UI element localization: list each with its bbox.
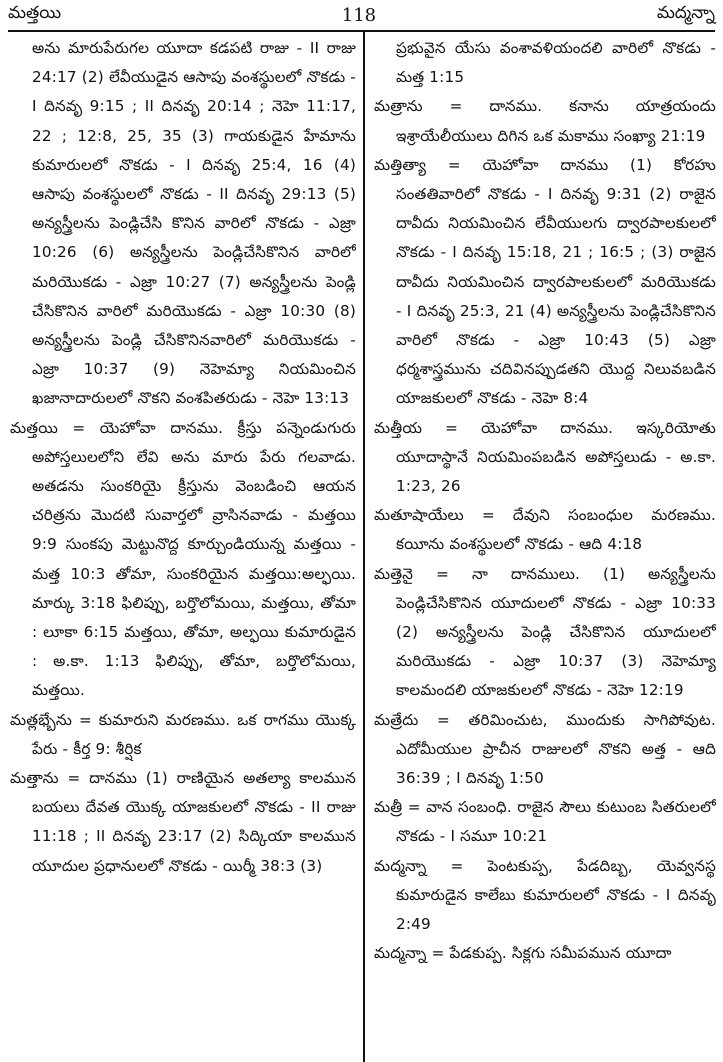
entry-headword: మత్రేదు — [374, 710, 419, 729]
dictionary-entry — [374, 34, 716, 92]
entry-headword: మత్రీ — [374, 798, 403, 817]
entry-text: = వాన సంబంధి. రాజైన సౌలు కుటుంబ సితరులలో నొకడు - I సమూ 10:21 — [396, 798, 716, 846]
running-head-left: మత్తయి — [8, 3, 62, 23]
entry-text: = కుమారుని మరణము. ఒక రాగము యొక్క పేరు - కీర్త 9: శీర్షిక — [32, 710, 356, 758]
entry-text: = యెహోవా దానము. ఇస్కరియోతు యూదాస్థానే నియమింపబడిన అపోస్తలుడు - అ.కా. 1:23, 26 — [396, 418, 716, 496]
entry-text: = దేవుని సంబంధుల మరణము. కయీను వంశస్థులలో నొకడు - ఆది 4:18 — [396, 506, 716, 554]
column-divider — [363, 30, 365, 1062]
entry-text: = తరిమించుట, ముందుకు సాగిపోవుట. ఎదోమీయుల ప్రాచీన రాజులలో నొకని అత్త - ఆది 36:39 ; I దినవృ 1:50 — [396, 710, 716, 788]
entry-headword: మద్మన్నా — [374, 856, 427, 875]
entry-text: అను మారుపేరుగల యూదా కడపటి రాజు - II రాజు 24:17 (2) లేవీయుడైన ఆసాపు వంశస్థులలో నొకడు - I దినవృ 9:15 ; II దినవృ 20:14 ; నెహె 11:17, 22 ; 12:8, 25, 35 (3) గాయకుడైన హేమాను కుమారులలో నొకడు - I దినవృ 25:4, 16 (4) ఆసాపు వంశస్థులలో నొకడు - II దినవృ 29:13 (5) అన్యస్త్రీలను పెండ్లిచేసి కొనిన వారిలో నొకడు - ఎజ్రా 10:26 (6) అన్యస్త్రీలను పెండ్లిచేసికొనిన వారిలో మరియొకడు - ఎజ్రా 10:27 (7) అన్యస్త్రీలను పెండ్లి చేసికొనిన వారిలో మరియొకడు - ఎజ్రా 10:30 (8) అన్యస్త్రీలను పెండ్లి చేసికొనినవారిలో మరియొకడు - ఎజ్రా 10:37 (9) నెహెమ్యా నియమించిన ఖజానాదారులలో నొకని వంశపితరుడు - నెహె 13:13 — [32, 39, 356, 408]
right-column — [374, 34, 716, 1058]
dictionary-entry — [374, 501, 716, 559]
dictionary-entry — [10, 34, 356, 414]
dictionary-entry — [10, 706, 356, 764]
dictionary-entry — [374, 92, 716, 150]
entry-text: ప్రభువైన యేసు వంశావళియందలి వారిలో నొకడు - మత్త 1:15 — [396, 39, 716, 87]
dictionary-entry — [374, 151, 716, 414]
dictionary-entry — [374, 706, 716, 794]
dictionary-entry — [374, 560, 716, 706]
left-column — [10, 34, 356, 1058]
dictionary-entry — [374, 414, 716, 502]
dictionary-entry — [374, 939, 716, 968]
entry-text: = దానము (1) రాణియైన అతల్యా కాలమున బయలు దేవత యొక్క యాజకులలో నొకడు - II రాజు 11:18 ; II దినవృ 23:17 (2) సిద్కియా కాలమున యూదుల ప్రధానులలో నొకడు - యిర్మీ 38:3 (3) — [32, 769, 356, 875]
dictionary-entry — [10, 414, 356, 706]
entry-headword: మత్తాను — [10, 769, 59, 788]
entry-text: = యెహోవా దానము (1) కోరహు సంతతివారిలో నొకడు - I దినవృ 9:31 (2) రాజైన దావీదు నియమించిన లేవీయులగు ద్వారపాలకులలో నొకడు - I దినవృ 15:18, 21 ; 16:5 ; (3) రాజైన దావీదు నియమించిన ద్వారపాలకులలో మరియొకడు - I దినవృ 25:3, 21 (4) అన్యస్త్రీలను పెండ్లిచేసికొనిన వారిలో నొకడు - ఎజ్రా 10:43 (5) ఎజ్రా ధర్మశాస్త్రమును చదివినప్పుడతని యొద్ద నిలువబడిన యాజకులలో నొకడు - నెహె 8:4 — [396, 155, 716, 408]
entry-headword: మత్తిత్యా — [374, 155, 427, 174]
page-number: 118 — [341, 4, 377, 26]
running-head-right: మద్మన్నా — [656, 3, 715, 23]
entry-text: = యెహోవా దానము. క్రీస్తు పన్నెండుగురు అపోస్తలులలోని లేవి అను మారు పేరు గలవాడు. అతడను సుంకరియై క్రీస్తును వెంబడించి ఆయన చరిత్రను మొదటి సువార్తలో వ్రాసినవాడు - మత్తయి 9:9 సుంకపు మెట్టునొద్ద కూర్చుండియున్న మత్తయి - మత్త 10:3 తోమా, సుంకరియైన మత్తయి:అల్ఫయి. మార్కు 3:18 ఫిలిప్పు, బర్తొలోమయి, మత్తయి, తోమా : లూకా 6:15 మత్తయి, తోమా, అల్ఫయి కుమారుడైన : అ.కా. 1:13 ఫిలిప్పు, తోమా, బర్తొలోమయి, మత్తయి. — [32, 418, 356, 700]
entry-headword: మత్తెనై — [374, 564, 414, 583]
dictionary-entry — [374, 852, 716, 940]
entry-headword: మత్తయి — [10, 418, 59, 437]
dictionary-entry — [10, 764, 356, 881]
entry-headword: మత్లభ్బేను — [10, 710, 73, 729]
entry-headword: మద్మన్నా — [374, 944, 427, 963]
entry-headword: మతూషాయేలు — [374, 506, 464, 525]
entry-text: = దానము. కనాను యాత్రయందు ఇశ్రాయేలీయులు దిగిన ఒక మకాము సంఖ్యా 21:19 — [396, 97, 716, 145]
entry-text: = పెంటకుప్ప, పేడదిబ్బ, యెవ్వనస్థ కుమారుడైన కాలేబు కుమారులలో నొకడు - I దినవృ 2:49 — [396, 856, 716, 934]
entry-headword: మత్తీయ — [374, 418, 423, 437]
page-header — [8, 0, 715, 32]
dictionary-entry — [374, 793, 716, 851]
entry-text: = నా దానములు. (1) అన్యస్త్రీలను పెండ్లిచేసికొనిన యూదులలో నొకడు - ఎజ్రా 10:33 (2) అన్యస్త్రీలను పెండ్లి చేసికొనిన యూదులలో మరియొకడు - ఎజ్రా 10:37 (3) నెహెమ్యా కాలమందలి యాజకులలో నొకడు - నెహె 12:19 — [396, 564, 716, 700]
entry-headword: మత్రాను — [374, 97, 423, 116]
entry-text: = పేడకుప్ప. సిక్లగు సమీపమున యూదా — [426, 944, 672, 963]
